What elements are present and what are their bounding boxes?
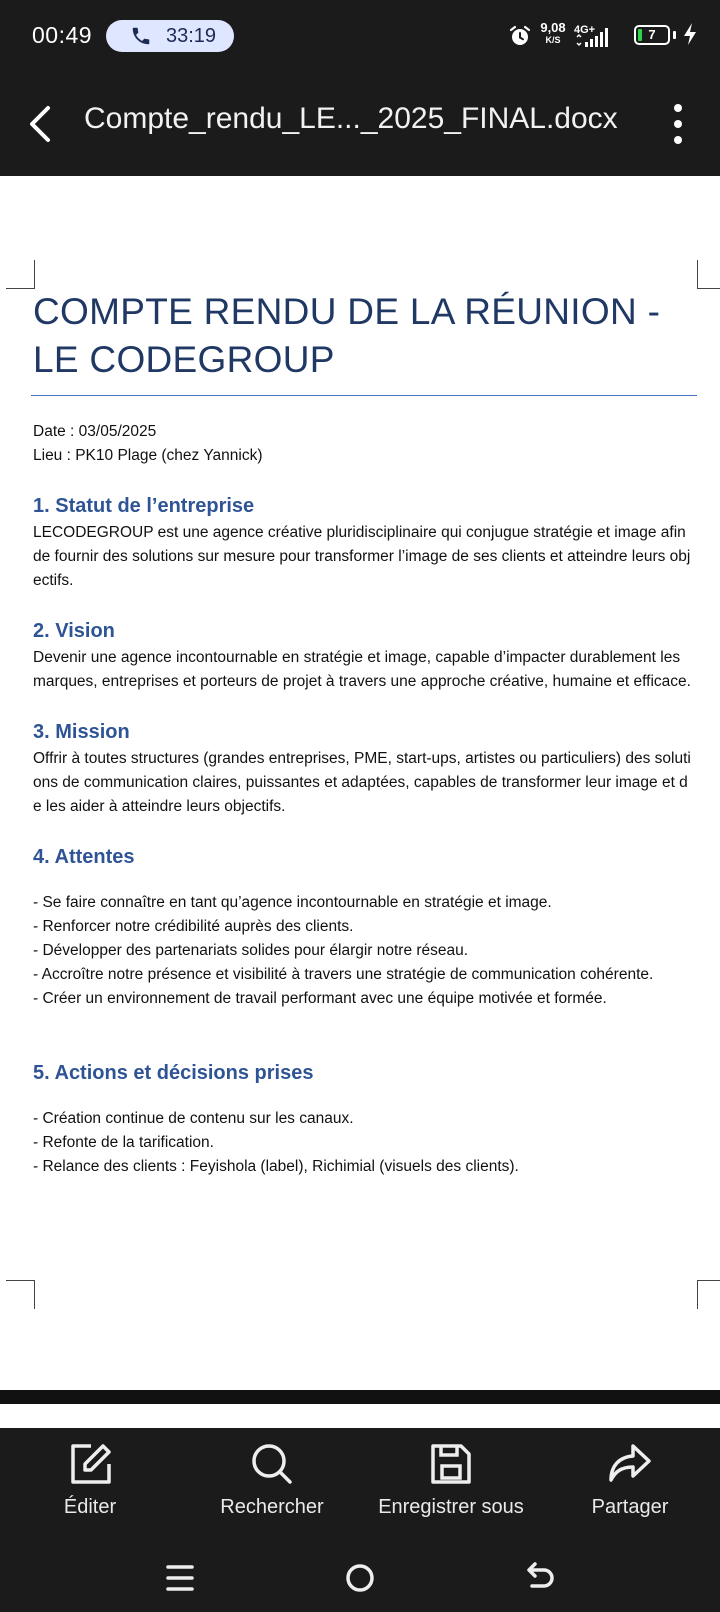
document-heading: COMPTE RENDU DE LA RÉUNION - LE CODEGROUP	[33, 291, 661, 380]
back-icon	[520, 1560, 560, 1596]
section-title: 2. Vision	[33, 620, 115, 642]
call-duration: 33:19	[166, 25, 217, 47]
status-clock: 00:49	[32, 22, 93, 48]
actions-list	[33, 1107, 695, 1179]
section-title: 5. Actions et décisions prises	[33, 1062, 314, 1084]
network-speed-value: 9,08	[540, 20, 566, 35]
section-title: 4. Attentes	[33, 846, 135, 868]
list-item: - Créer un environnement de travail performant avec une équipe motivée et formée.	[33, 990, 607, 1007]
section-vision	[33, 620, 695, 694]
section-body: LECODEGROUP est une agence créative pluridisciplinaire qui conjugue stratégie et image afin de fournir des solutions sur mesure pour transformer l’image de ses clients et atteindre leurs objectifs.	[33, 524, 691, 589]
battery-tip	[673, 31, 676, 39]
section-title: 3. Mission	[33, 721, 130, 743]
save-as-label: Enregistrer sous	[378, 1496, 524, 1518]
charging-bolt-icon	[682, 22, 698, 46]
page-corner-mark	[697, 260, 720, 289]
home-icon	[340, 1560, 380, 1596]
list-item: - Renforcer notre crédibilité auprès des clients.	[33, 918, 354, 935]
meeting-location: Lieu : PK10 Plage (chez Yannick)	[33, 447, 263, 464]
network-speed	[536, 21, 570, 45]
page-corner-mark	[6, 1280, 35, 1309]
bottom-toolbar	[0, 1428, 720, 1544]
search-button[interactable]	[210, 1442, 334, 1519]
battery-icon	[634, 25, 670, 45]
document-viewer[interactable]	[0, 176, 720, 1392]
document-title: Compte_rendu_LE..._2025_FINAL.docx	[84, 102, 618, 135]
app-bar	[0, 72, 720, 176]
ongoing-call-chip[interactable]	[106, 20, 234, 52]
list-item: - Refonte de la tarification.	[33, 1134, 214, 1151]
edit-icon	[67, 1442, 113, 1486]
section-title: 1. Statut de l’entreprise	[33, 495, 255, 517]
system-nav-bar	[0, 1544, 720, 1612]
home-button[interactable]	[340, 1560, 380, 1596]
page-separator	[0, 1390, 720, 1404]
share-label: Partager	[591, 1496, 669, 1518]
page-corner-mark	[697, 1280, 720, 1309]
share-button[interactable]	[580, 1442, 680, 1519]
phone-icon	[128, 25, 154, 47]
back-button[interactable]	[20, 100, 68, 148]
page-corner-mark	[6, 260, 35, 289]
meeting-info	[33, 420, 695, 468]
search-label: Rechercher	[220, 1496, 324, 1518]
status-icons	[488, 18, 698, 54]
signal-icon	[574, 23, 610, 49]
share-icon	[607, 1442, 653, 1486]
recents-button[interactable]	[160, 1560, 200, 1596]
edit-label: Éditer	[63, 1496, 117, 1518]
edit-button[interactable]	[40, 1442, 140, 1519]
list-item: - Développer des partenariats solides pour élargir notre réseau.	[33, 942, 469, 959]
section-status	[33, 495, 695, 593]
recents-icon	[160, 1560, 200, 1596]
more-vert-icon	[660, 100, 696, 148]
more-options-button[interactable]	[660, 100, 696, 148]
network-speed-unit: K/S	[545, 35, 561, 45]
meeting-date: Date : 03/05/2025	[33, 423, 157, 440]
svg-text:4G+: 4G+	[574, 24, 596, 36]
save-as-button[interactable]	[374, 1442, 528, 1519]
list-item: - Création continue de contenu sur les canaux.	[33, 1110, 354, 1127]
search-icon	[249, 1442, 295, 1486]
list-item: - Relance des clients : Feyishola (label), Richimial (visuels des clients).	[33, 1158, 519, 1175]
save-icon	[428, 1442, 474, 1486]
section-body: Devenir une agence incontournable en stratégie et image, capable d’impacter durablement les marques, entreprises et porteurs de projet à travers une approche créative, humaine et efficace.	[33, 649, 691, 690]
expectations-list	[33, 891, 695, 1011]
section-expectations	[33, 846, 695, 1011]
section-mission	[33, 721, 695, 819]
section-body: Offrir à toutes structures (grandes entreprises, PME, start-ups, artistes ou particuliers) des solutions de communication claires, puissantes et adaptées, capables de transformer leur image et de les aider à atteindre leurs objectifs.	[33, 750, 691, 815]
battery-level: 7	[648, 27, 656, 42]
list-item: - Accroître notre présence et visibilité à travers une stratégie de communication cohérente.	[33, 966, 654, 983]
next-page-edge	[0, 1404, 720, 1428]
section-actions	[33, 1062, 695, 1179]
alarm-icon	[508, 24, 532, 48]
document-content	[33, 288, 695, 1179]
list-item: - Se faire connaître en tant qu’agence incontournable en stratégie et image.	[33, 894, 552, 911]
back-arrow-icon	[20, 100, 68, 148]
heading-rule	[31, 395, 697, 396]
status-bar	[0, 0, 720, 72]
nav-back-button[interactable]	[520, 1560, 560, 1596]
